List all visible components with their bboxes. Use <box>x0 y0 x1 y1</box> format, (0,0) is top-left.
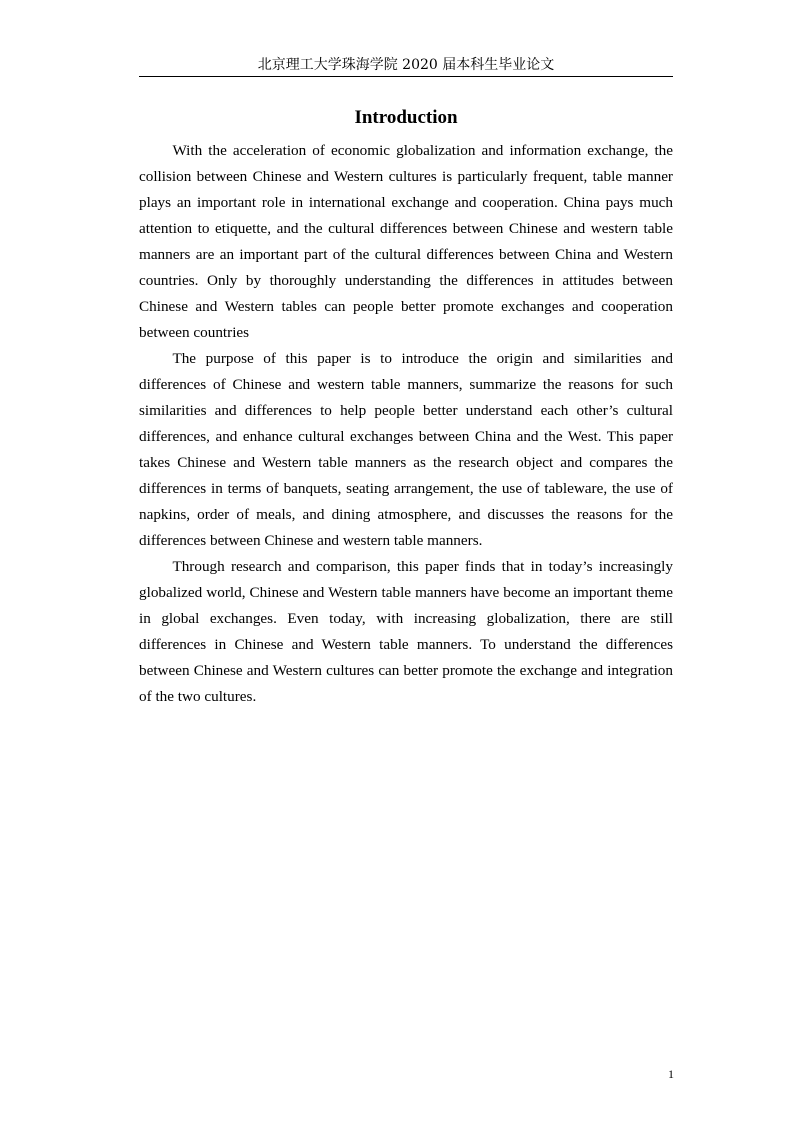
paragraph-2: The purpose of this paper is to introduce the origin and similarities and differences of Chinese and western table manners, summarize the reasons for such similarities and differences to help people better understand each other’s cultural differences, and enhance cultural exchanges between China and the West. This paper takes Chinese and Western table manners as the research object and compares the differences in terms of banquets, seating arrangement, the use of tableware, the use of napkins, order of meals, and dining atmosphere, and discusses the reasons for the differences between Chinese and western table manners. <box>139 350 673 549</box>
page-header: 北京理工大学珠海学院 2020 届本科生毕业论文 <box>257 57 555 73</box>
body-text <box>139 138 673 710</box>
header-divider <box>139 76 673 77</box>
paragraph-3: Through research and comparison, this paper finds that in today’s increasingly globalized world, Chinese and Western table manners have become an important theme in global exchanges. Even today, with increasing globalization, there are still differences in Chinese and Western table manners. To understand the differences between Chinese and Western cultures can better promote the exchange and integration of the two cultures. <box>139 558 673 705</box>
page-number: 1 <box>668 1067 674 1081</box>
section-title: Introduction <box>354 107 458 128</box>
paragraph-1: With the acceleration of economic globalization and information exchange, the collision between Chinese and Western cultures is particularly frequent, table manner plays an important role in international exchange and cooperation. China pays much attention to etiquette, and the cultural differences between Chinese and western table manners are an important part of the cultural differences between China and Western countries. Only by thoroughly understanding the differences in attitudes between Chinese and Western tables can people better promote exchanges and cooperation between countries <box>139 142 673 341</box>
